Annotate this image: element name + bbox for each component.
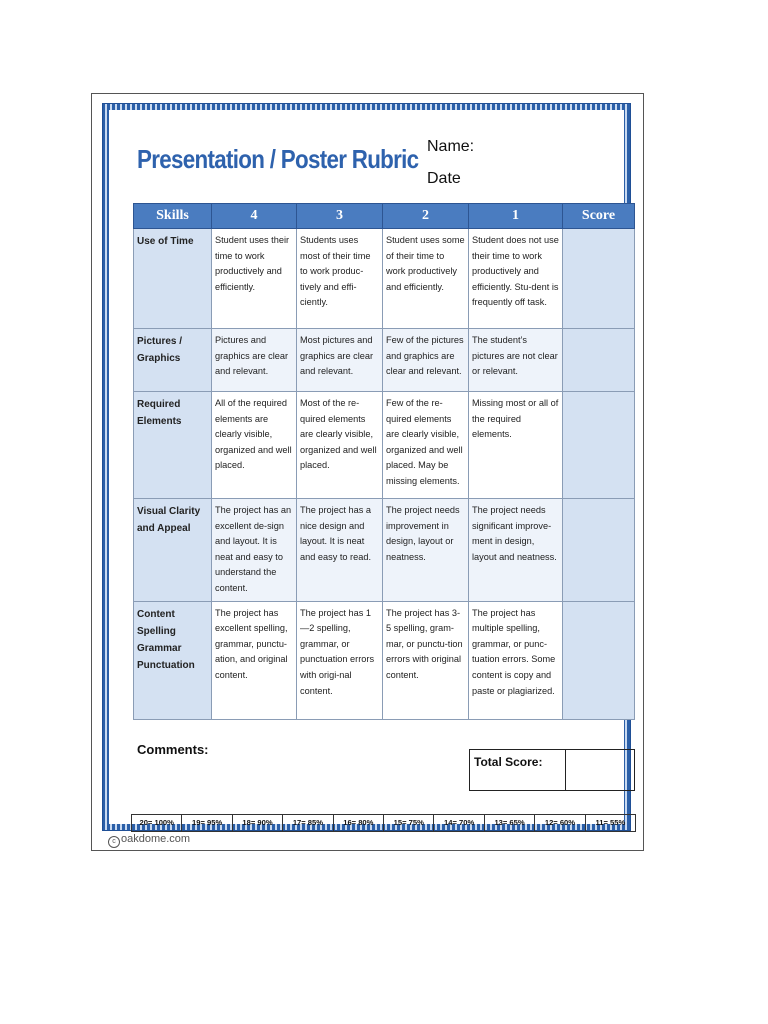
grade-scale-item: 13= 65% — [485, 815, 535, 831]
credit-text: oakdome.com — [121, 833, 191, 845]
page-title: Presentation / Poster Rubric — [137, 144, 419, 174]
criteria-cell: The project has excellent spelling, grammar, punctu-ation, and original content. — [212, 601, 297, 719]
column-header: 4 — [212, 204, 297, 229]
table-row — [134, 392, 635, 499]
criteria-cell: All of the required elements are clearly visible, organized and well placed. — [212, 392, 297, 499]
rubric-table — [133, 203, 635, 720]
column-header: Skills — [134, 204, 212, 229]
criteria-cell: Missing most or all of the required elements. — [469, 392, 563, 499]
total-score-box — [469, 749, 635, 791]
rubric-sheet — [91, 93, 644, 851]
criteria-cell: The project needs improvement in design, layout or neatness. — [383, 499, 469, 602]
skill-cell: Pictures / Graphics — [134, 329, 212, 392]
grade-scale-item: 20= 100% — [132, 815, 182, 831]
criteria-cell: The project has 3-5 spelling, gram-mar, or punctu-tion errors with original content. — [383, 601, 469, 719]
decorative-border — [102, 103, 631, 831]
skill-cell: Required Elements — [134, 392, 212, 499]
skill-cell: Content Spelling Grammar Punctuation — [134, 601, 212, 719]
date-label: Date — [427, 170, 461, 187]
grade-scale-item: 11= 55% — [595, 818, 626, 827]
table-row — [134, 601, 635, 719]
criteria-cell: The project has 1—2 spelling, grammar, or punctuation errors with origi-nal content. — [297, 601, 383, 719]
score-cell[interactable] — [563, 499, 635, 602]
copyright-icon: c — [108, 836, 120, 848]
criteria-cell: Student uses some of their time to work productively and efficiently. — [383, 229, 469, 329]
grade-scale-item: 16= 80% — [334, 815, 384, 831]
name-label: Name: — [427, 138, 475, 155]
criteria-cell: The project has an excellent de-sign and layout. It is neat and easy to understand the content. — [212, 499, 297, 602]
column-header: Score — [563, 204, 635, 229]
table-row — [134, 229, 635, 329]
score-cell[interactable] — [563, 601, 635, 719]
skill-cell: Use of Time — [134, 229, 212, 329]
grade-scale-item: 12= 60% — [535, 815, 585, 831]
table-row — [134, 499, 635, 602]
criteria-cell: The project has a nice design and layout. It is neat and easy to read. — [297, 499, 383, 602]
table-row — [134, 329, 635, 392]
criteria-cell: Few of the re-quired elements are clearly visible, organized and well placed. May be missing elements. — [383, 392, 469, 499]
skill-cell: Visual Clarity and Appeal — [134, 499, 212, 602]
grade-scale — [131, 814, 636, 832]
grade-scale-item: 14= 70% — [434, 815, 484, 831]
score-cell[interactable] — [563, 329, 635, 392]
criteria-cell: Student uses their time to work productively and efficiently. — [212, 229, 297, 329]
grade-scale-item: 15= 75% — [384, 815, 434, 831]
score-cell[interactable] — [563, 392, 635, 499]
grade-scale-item: 19= 95% — [182, 815, 232, 831]
total-score-label: Total Score: — [470, 750, 566, 790]
criteria-cell: Most of the re-quired elements are clearly visible, organized and well placed. — [297, 392, 383, 499]
source-credit — [108, 833, 190, 848]
table-header-row — [134, 204, 635, 229]
total-score-input[interactable] — [566, 750, 634, 790]
criteria-cell: The student’s pictures are not clear or relevant. — [469, 329, 563, 392]
criteria-cell: Pictures and graphics are clear and relevant. — [212, 329, 297, 392]
criteria-cell: Student does not use their time to work productively and efficiently. Stu-dent is frequently off task. — [469, 229, 563, 329]
criteria-cell: The project has multiple spelling, grammar, or punc-tuation errors. Some content is copy and paste or plagiarized. — [469, 601, 563, 719]
column-header: 3 — [297, 204, 383, 229]
criteria-cell: Most pictures and graphics are clear and relevant. — [297, 329, 383, 392]
grade-scale-item: 18= 90% — [233, 815, 283, 831]
score-cell[interactable] — [563, 229, 635, 329]
comments-label: Comments: — [137, 742, 209, 757]
column-header: 1 — [469, 204, 563, 229]
criteria-cell: Few of the pictures and graphics are clear and relevant. — [383, 329, 469, 392]
criteria-cell: The project needs significant improve-ment in design, layout and neatness. — [469, 499, 563, 602]
criteria-cell: Students uses most of their time to work produc-tively and effi-ciently. — [297, 229, 383, 329]
grade-scale-item: 17= 85% — [283, 815, 333, 831]
column-header: 2 — [383, 204, 469, 229]
